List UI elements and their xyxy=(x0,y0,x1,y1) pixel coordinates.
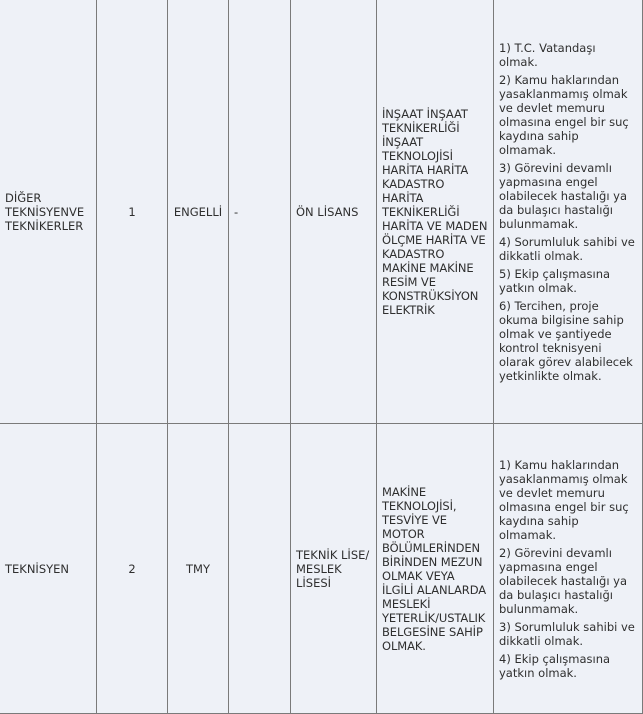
departments-cell: MAKİNE TEKNOLOJİSİ, TESVİYE VE MOTOR BÖLÜMLERİNDEN BİRİNDEN MEZUN OLMAK VEYA İLGİLİ ALANLARDA MESLEKİ YETERLİK/USTALIK BELGESİNE SAHİP OLMAK. xyxy=(377,424,494,714)
requirement-item: 4) Ekip çalışmasına yatkın olmak. xyxy=(499,651,611,680)
requirements-cell xyxy=(494,0,643,424)
requirement-item: 3) Görevini devamlı yapmasına engel olabilecek hastalığı ya da bulaşıcı hastalığı bulunmamak. xyxy=(499,160,628,231)
requirement-item: 2) Görevini devamlı yapmasına engel olabilecek hastalığı ya da bulaşıcı hastalığı bulunmamak. xyxy=(499,545,628,616)
requirements-cell xyxy=(494,424,643,714)
requirement-item: 4) Sorumluluk sahibi ve dikkatli olmak. xyxy=(499,234,635,263)
education-cell: TEKNİK LİSE/ MESLEK LİSESİ xyxy=(291,424,377,714)
requirement-item: 1) Kamu haklarından yasaklanmamış olmak ve devlet memuru olmasına engel bir suç kaydına sahip olmamak. xyxy=(499,457,629,542)
status-cell: ENGELLİ xyxy=(168,0,229,424)
gender-cell xyxy=(229,424,291,714)
requirement-item: 1) T.C. Vatandaşı olmak. xyxy=(499,40,596,69)
position-cell: TEKNİSYEN xyxy=(0,424,97,714)
requirement-item: 6) Tercihen, proje okuma bilgisine sahip olmak ve şantiyede kontrol teknisyeni olarak görev alabilecek yetkinlikte olmak. xyxy=(499,298,633,383)
count-cell: 2 xyxy=(97,424,168,714)
count-cell: 1 xyxy=(97,0,168,424)
position-cell: DİĞER TEKNİSYENVE TEKNİKERLER xyxy=(0,0,97,424)
requirement-item: 5) Ekip çalışmasına yatkın olmak. xyxy=(499,266,611,295)
requirement-item: 3) Sorumluluk sahibi ve dikkatli olmak. xyxy=(499,619,635,648)
requirement-item: 2) Kamu haklarından yasaklanmamış olmak ve devlet memuru olmasına engel bir suç kaydına sahip olmamak. xyxy=(499,72,629,157)
education-cell: ÖN LİSANS xyxy=(291,0,377,424)
status-cell: TMY xyxy=(168,424,229,714)
departments-cell: İNŞAAT İNŞAAT TEKNİKERLİĞİ İNŞAAT TEKNOLOJİSİ HARİTA HARİTA KADASTRO HARİTA TEKNİKERLİĞİ HARİTA VE MADEN ÖLÇME HARİTA VE KADASTRO MAKİNE MAKİNE RESİM VE KONSTRÜKSİYON ELEKTRİK xyxy=(377,0,494,424)
gender-cell: - xyxy=(229,0,291,424)
table-row xyxy=(0,424,643,714)
